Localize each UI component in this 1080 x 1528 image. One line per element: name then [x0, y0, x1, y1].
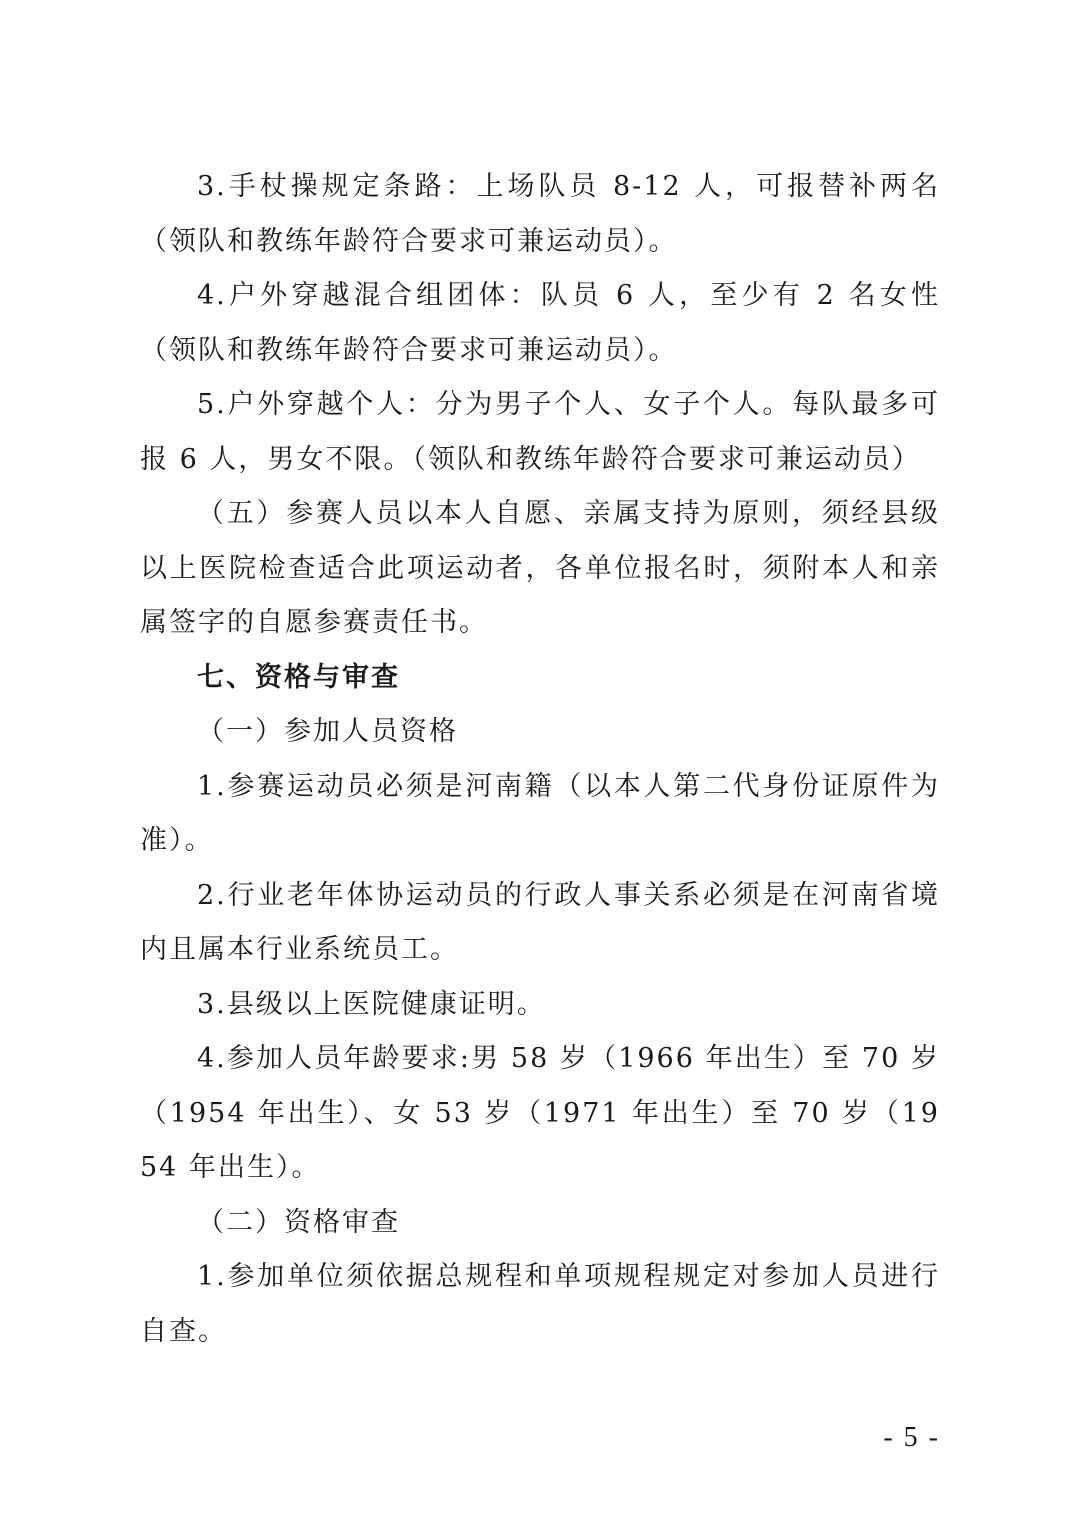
- paragraph-rule-4: 4.户外穿越混合组团体：队员 6 人，至少有 2 名女性（领队和教练年龄符合要求可兼运动员）。: [140, 280, 940, 366]
- paragraph-rule-3: 3.手杖操规定条路：上场队员 8-12 人，可报替补两名（领队和教练年龄符合要求可兼运动员）。: [140, 171, 940, 257]
- paragraph-qualification-2: 2.行业老年体协运动员的行政人事关系必须是在河南省境内且属本行业系统员工。: [140, 879, 940, 965]
- paragraph-rule-5: 5.户外穿越个人：分为男子个人、女子个人。每队最多可报 6 人，男女不限。（领队和教练年龄符合要求可兼运动员）: [140, 389, 940, 475]
- paragraph-qualification-4: 4.参加人员年龄要求:男 58 岁（1966 年出生）至 70 岁（1954 年出生）、女 53 岁（1971 年出生）至 70 岁（1954 年出生）。: [140, 1043, 940, 1183]
- section-heading-qualification: 七、资格与审查: [197, 661, 400, 693]
- page-number: - 5 -: [883, 1422, 940, 1453]
- document-body: [140, 160, 940, 1359]
- subheading-participant-qualification: （一）参加人员资格: [197, 716, 458, 747]
- paragraph-section-5: （五）参赛人员以本人自愿、亲属支持为原则，须经县级以上医院检查适合此项运动者，各单位报名时，须附本人和亲属签字的自愿参赛责任书。: [140, 498, 940, 638]
- paragraph-review-1: 1.参加单位须依据总规程和单项规程规定对参加人员进行自查。: [140, 1261, 940, 1347]
- paragraph-qualification-3: 3.县级以上医院健康证明。: [197, 988, 546, 1020]
- paragraph-qualification-1: 1.参赛运动员必须是河南籍（以本人第二代身份证原件为准）。: [140, 770, 940, 856]
- subheading-qualification-review: （二）资格审查: [197, 1206, 400, 1238]
